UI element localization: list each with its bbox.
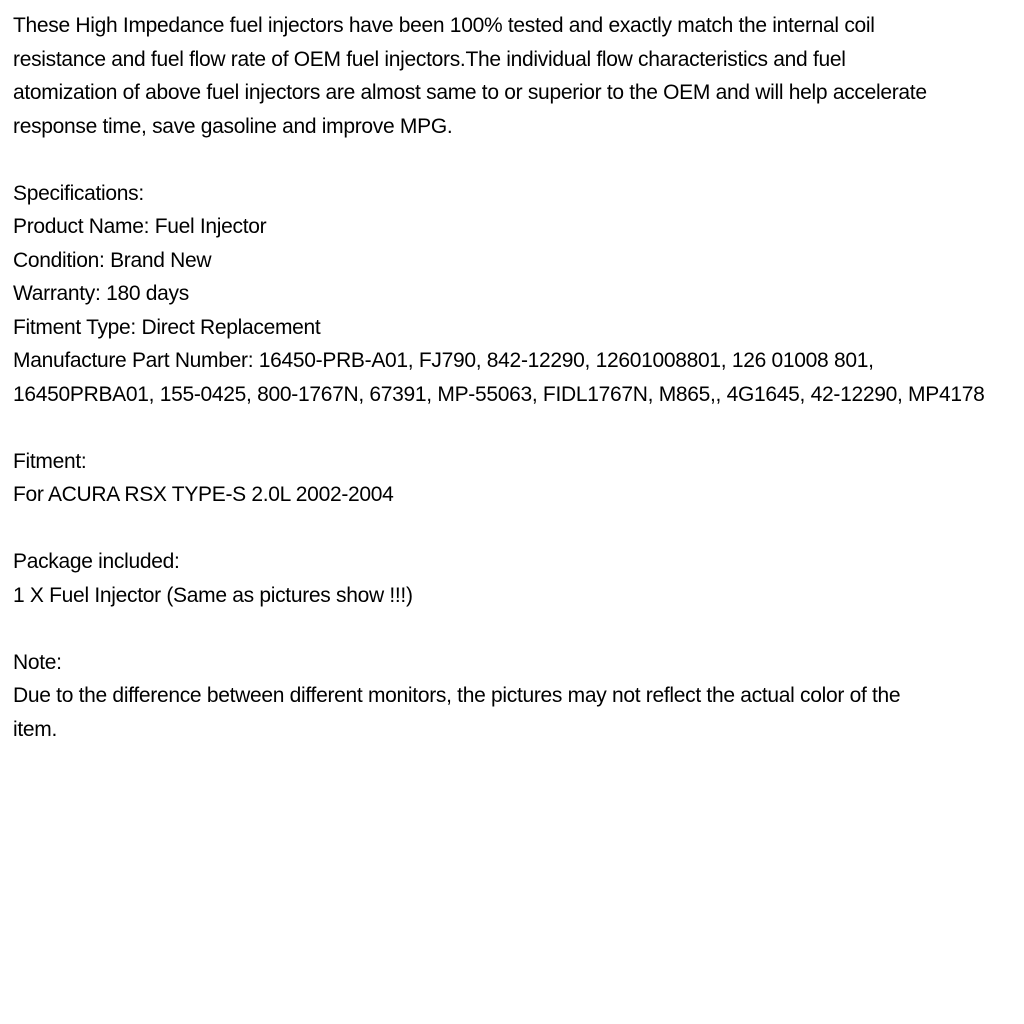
document-body: [13, 9, 1024, 746]
text-line: Package included:: [13, 550, 180, 573]
text-line: Note:: [13, 650, 62, 674]
paragraph-note: [13, 646, 1024, 747]
text-line: Manufacture Part Number: 16450-PRB-A01, FJ790, 842-12290, 12601008801, 126 01008 801,: [13, 349, 874, 372]
text-line: Fitment:: [13, 449, 87, 473]
text-line: Warranty: 180 days: [13, 282, 189, 305]
text-line: These High Impedance fuel injectors have been 100% tested and exactly match the internal coil: [13, 14, 875, 37]
text-line: item.: [13, 717, 58, 741]
text-line: atomization of above fuel injectors are almost same to or superior to the OEM and will help accelerate: [13, 81, 927, 104]
paragraph-specifications: [13, 177, 1024, 412]
text-line: 16450PRBA01, 155-0425, 800-1767N, 67391, MP-55063, FIDL1767N, M865,, 4G1645, 42-12290, MP4178: [13, 382, 985, 406]
paragraph-fitment: [13, 445, 1024, 512]
text-line: Product Name: Fuel Injector: [13, 215, 267, 238]
paragraph-package-included: [13, 545, 1024, 612]
text-line: Fitment Type: Direct Replacement: [13, 315, 321, 339]
text-line: Due to the difference between different monitors, the pictures may not reflect the actual color of the: [13, 684, 901, 707]
text-line: Condition: Brand New: [13, 248, 212, 272]
text-line: For ACURA RSX TYPE-S 2.0L 2002-2004: [13, 483, 394, 506]
text-line: resistance and fuel flow rate of OEM fuel injectors.The individual flow characteristics and fuel: [13, 47, 846, 71]
paragraph-intro: [13, 9, 1024, 143]
text-line: 1 X Fuel Injector (Same as pictures show !!!): [13, 583, 413, 607]
text-line: Specifications:: [13, 181, 144, 205]
text-line: response time, save gasoline and improve MPG.: [13, 114, 453, 138]
